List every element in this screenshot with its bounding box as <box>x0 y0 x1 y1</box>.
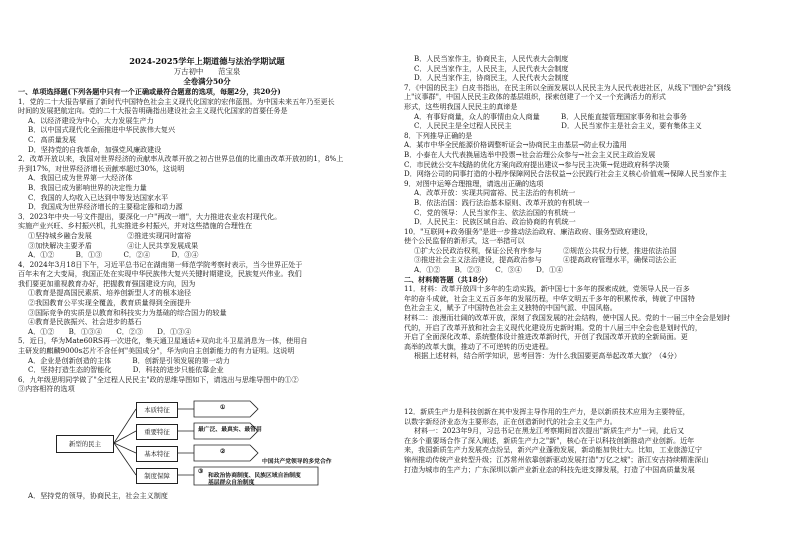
diagram-note-b: 中国共产党领导的多党合作 <box>262 459 332 465</box>
option-a: A．某市中华全民能源价格调整听证会→协商民主由基层→防止权力滥用 <box>404 140 627 150</box>
material-text: 11．材料：改革开放四十多年的生动实践，新中国七十多年的探索成就，党领导人民一百多 <box>404 284 690 294</box>
material-text: 打造为城市的生产力；广东深圳以新产业新业态的科技先进支撑发展，打造了中国高质量发展 <box>404 464 695 474</box>
diagram-branch-important: 重要特征 <box>136 424 178 440</box>
exam-title: 2024-2025学年上期道德与法治学期试题 <box>129 56 285 66</box>
material-text: 以数字新经济业态为主要形态，正在创造新时代的社会主义生产力。 <box>404 416 617 426</box>
material-text: 在多个重要场合作了深入阐述，新质生产力之"新"，核心在于以科技创新推动产业创新。近年 <box>404 435 695 445</box>
statement-line: ①教育是提高国民素质、培养创新型人才的根本途径 <box>28 288 192 298</box>
answer-space <box>404 361 782 407</box>
mind-map-diagram <box>18 397 396 489</box>
diagram-mark-3: ③ <box>198 469 204 475</box>
option-a: A．我国已成为世界第一大经济体 <box>28 173 133 183</box>
statement-line: ④教育是民族振兴、社会进步的基石 <box>28 317 142 327</box>
question-text: 8．下列推导正确的是 <box>404 130 473 140</box>
option-d: D．我国成为世界经济增长的主要稳定器和动力源 <box>28 202 183 212</box>
option-d: D．人民当家作主，协商民主，人民代表大会制度 <box>414 73 569 83</box>
diagram-mark-2: ② <box>220 449 226 455</box>
option-b: B．人民当家作主，协商民主，人民代表大会制度 <box>414 54 569 63</box>
diagram-branch-system: 制度保障 <box>136 468 178 484</box>
question-text: 主研发的麒麟9000s芯片不含任何"美国成分"，华为向自主创新能力的有力证明。这说明 <box>18 346 295 356</box>
material-text: 材料二：浪漫而壮阔的改革开放，深刻了我国发展的社会结构，使中国人民。党的十一届三中全会是划时 <box>404 313 731 323</box>
right-column <box>404 54 782 474</box>
question-8 <box>404 131 782 179</box>
question-text: 4．2024年3月18日下午，习近平总书记在湖南第一师范学院考察时表示，当今世界正处于 <box>18 259 303 269</box>
options-line: A．①② B．①③ C．②④ D．③④ <box>28 250 199 260</box>
question-11 <box>404 284 782 361</box>
option-c: C．人民当家作主，人民民主，人民代表大会制度 <box>414 63 569 73</box>
question-6 <box>18 375 396 501</box>
material-text: 开启了全面深化改革、系统整体设计推进改革新时代，开创了我国改革开放的全新局面。更 <box>404 332 688 342</box>
question-text: 2．改革开放以来，我国对世界经济的贡献率从改革开放之初占世界总值的比重由改革开放初的1，8%上 <box>18 154 344 164</box>
option-a: A．以经济建设为中心，大力发展生产力 <box>28 115 154 125</box>
question-9 <box>404 179 782 227</box>
question-text: 5．近日，华为Mate60RS再一次进化，集天通卫星通话+双向北斗卫星消息为一体，使用自 <box>18 336 308 346</box>
option-b: B．依法治国：践行法治基本原则、改革开放的有机统一 <box>414 197 590 207</box>
options-line: C．坚持打造生态的智能化 D．科技的进步只能依靠企业 <box>28 365 224 375</box>
diagram-center-node: 新型的民主 <box>56 435 114 453</box>
options-line: A．①② B．②③ C．③④ D．①④ <box>414 265 564 275</box>
material-text: 锦州推动传统产业转型升级；江苏常州依靠创新驱动发展打造"万亿之城"；浙江安吉持续精准深山 <box>404 454 709 464</box>
question-text: 升到17%，对世界经济增长贡献率超过30%，这说明 <box>18 163 185 173</box>
option-c: C．党的领导：人民当家作主、依法治国的有机统一 <box>414 207 576 217</box>
question-5 <box>18 336 396 374</box>
question-2 <box>18 154 396 212</box>
material-text: 高举的改革大旗，推动了不可逆转的历史进程。 <box>404 341 553 351</box>
material-text: 12．新质生产力是科技创新在其中发挥主导作用的生产力，是以新质技术应用为主要特征， <box>404 407 690 416</box>
options-line: A．企业是创新创造的主体 B．创新是引领发展的第一动力 <box>28 355 230 365</box>
diagram-branch-basic: 基本特征 <box>136 446 178 462</box>
question-4 <box>18 260 396 337</box>
options-line: C．人民民主是全过程人民民主 D．人民当家作主是社会主义，要有集体主义 <box>414 121 702 131</box>
option-c: C．我国的人均收入已达到中等发达国家水平 <box>28 192 169 202</box>
question-3 <box>18 212 396 260</box>
option-b: B．以中国式现代化全面推进中华民族伟大复兴 <box>28 125 176 135</box>
question-text: 时间的发展把航定向。党的二十大报告明确指出建设社会主义现代化国家的首要任务是 <box>18 106 288 116</box>
question-text: 3．2023年中央一号文件提出，要深化一户"两改一增"，大力推进农业农村现代化。 <box>18 211 282 221</box>
option-a: A．坚持党的领导，协商民主，社会主义制度 <box>28 491 168 500</box>
question-text: 实施产业兴旺、乡村振兴机，扎实推进乡村振兴，并对这些措施的合理性在 <box>18 221 253 231</box>
question-text: 9．对图中运筹合理推理，请选出正确的选项 <box>404 178 544 188</box>
option-d: D．人民民主：民族区域自治、政治协商的有机统一 <box>414 217 576 227</box>
statement-line: ①坚持城乡融合发展 ②推进实现同时富裕 <box>28 230 192 240</box>
score-line: 全卷满分50分 <box>183 77 231 86</box>
statement-line: ③国际竞争的实质是以教育和科技实力为基础的综合国力的较量 <box>28 307 227 317</box>
statement-line: ③加快解决主要矛盾 ④让人民共享发展成果 <box>28 240 199 250</box>
material-text: 年的奋斗成就，社会主义五百多年的发展历程，中华文明五千多年的积累传承，铸就了中国特 <box>404 293 695 303</box>
question-7 <box>404 83 782 131</box>
material-text: 代的，开启了改革开放和社会主义现代化建设历史新时期。党的十八届三中全会也是划时代的， <box>404 322 702 332</box>
question-text: 6．九年级思明同学做了"全过程人民民主"政的思维导图如下，请选出与思维导图中的①② <box>18 374 299 384</box>
question-text: 形式，这些明我国人民民主的真谛是 <box>404 101 518 111</box>
diagram-note-c: 和政治协商制度、民族区域自治制度 <box>208 473 301 479</box>
diagram-branch-essential: 本质特征 <box>136 402 178 418</box>
question-12 <box>404 407 782 474</box>
question-text: 1．党的二十大报告擘画了新时代中国特色社会主义现代化国家的宏伟蓝图。为中国未来五年乃至更长 <box>18 96 335 106</box>
material-text: 材料一：2023年9月，习总书记在黑龙江考察期间首次提出"新质生产力"一词，此后又 <box>414 426 685 436</box>
option-a: A．改革开放：实现共同富裕、民主法治的有机统一 <box>414 188 576 198</box>
left-column <box>18 0 396 501</box>
option-b: B．我国已成为影响世界的决定性力量 <box>28 182 147 192</box>
options-line: A．有事好商量，众人的事情由众人商量 B．人民能直接管理国家事务和社会事务 <box>414 111 687 121</box>
diagram-note-a: 最广泛、最真实、最管用 <box>198 427 262 433</box>
section-one-heading: 一、单项选择题(下列各题中只有一个正确或最符合题意的选项，每题2分，共20分) <box>18 87 281 96</box>
school-line: 万古初中 范宝泉 <box>173 67 241 76</box>
question-text: 上"议事群"，中国人民民主政体的基层组织，探索创建了一个又一个充满活力的形式 <box>404 92 666 102</box>
option-d: D．坚持党的自我革命，加强党风廉政建设 <box>28 144 162 154</box>
question-10 <box>404 227 782 275</box>
question-text: 百年未有之大变局，我国正处在实现中华民族伟大复兴关键时期建设，民族复兴伟业。我们 <box>18 269 302 279</box>
question-1 <box>18 97 396 155</box>
question-prompt: 根据上述材料，结合所学知识，思考回答：为什么我国要更高举起改革大旗？（4分） <box>414 351 681 361</box>
material-text: 来，我国新质生产力发展亮点纷呈，新兴产业蓬勃发展，新动能加快壮大。比如，工业旅游辽宁 <box>404 445 702 455</box>
diagram-note-d: 基层群众自治制度 <box>208 480 255 486</box>
diagram-mark-1: ① <box>220 405 226 411</box>
statement-line: ③推进社会主义法治建设，提高政治参与 ④提高政府管理水平，确保司法公正 <box>414 255 677 265</box>
options-line: A．①② B．①③④ C．②③ D．①③④ <box>28 326 192 336</box>
question-text: 7．《中国的民主》白皮书指出，在民主所以全面发展以人民民主为人民代表进社区，从线下"围炉会"到线 <box>404 82 731 92</box>
section-two-heading: 二、材料简答题（共18分） <box>404 274 492 284</box>
material-text: 色社会主义，赋予了中国特色社会主义独特的中国气派、中国风格。 <box>404 303 617 313</box>
question-text: 我们要更加重视教育办好，把握教育强国建设方向，因为 <box>18 278 196 288</box>
question-text: ③内容相符的选项 <box>18 384 75 394</box>
question-text: 使个公民监督的新形式，这一举措可以 <box>404 236 525 246</box>
option-d: D．网络公司的同事打造的小程序保障网民合法权益→公民践行社会主义核心价值观→保障人民当家作主 <box>404 169 727 179</box>
option-b: B．小泰在人大代表换届选举中投票→社会治理公众参与→社会主义民主政治发展 <box>404 149 656 159</box>
option-c: C．高质量发展 <box>28 134 76 144</box>
option-c: C．市民就公交车线路的优化方案向政府提出建议→参与民主决策→促进政府科学决策 <box>404 159 670 169</box>
statement-line: ①扩大公民政治权利，保证公民有序参与 ②规范公共权力行使，推进依法治国 <box>414 245 677 255</box>
statement-line: ②我国教育公平实现全覆盖，教育质量得到全面提升 <box>28 298 192 308</box>
question-text: 10．"互联网+政务服务"是进一步推动法治政府、廉洁政府、服务型政府建设， <box>404 226 653 236</box>
